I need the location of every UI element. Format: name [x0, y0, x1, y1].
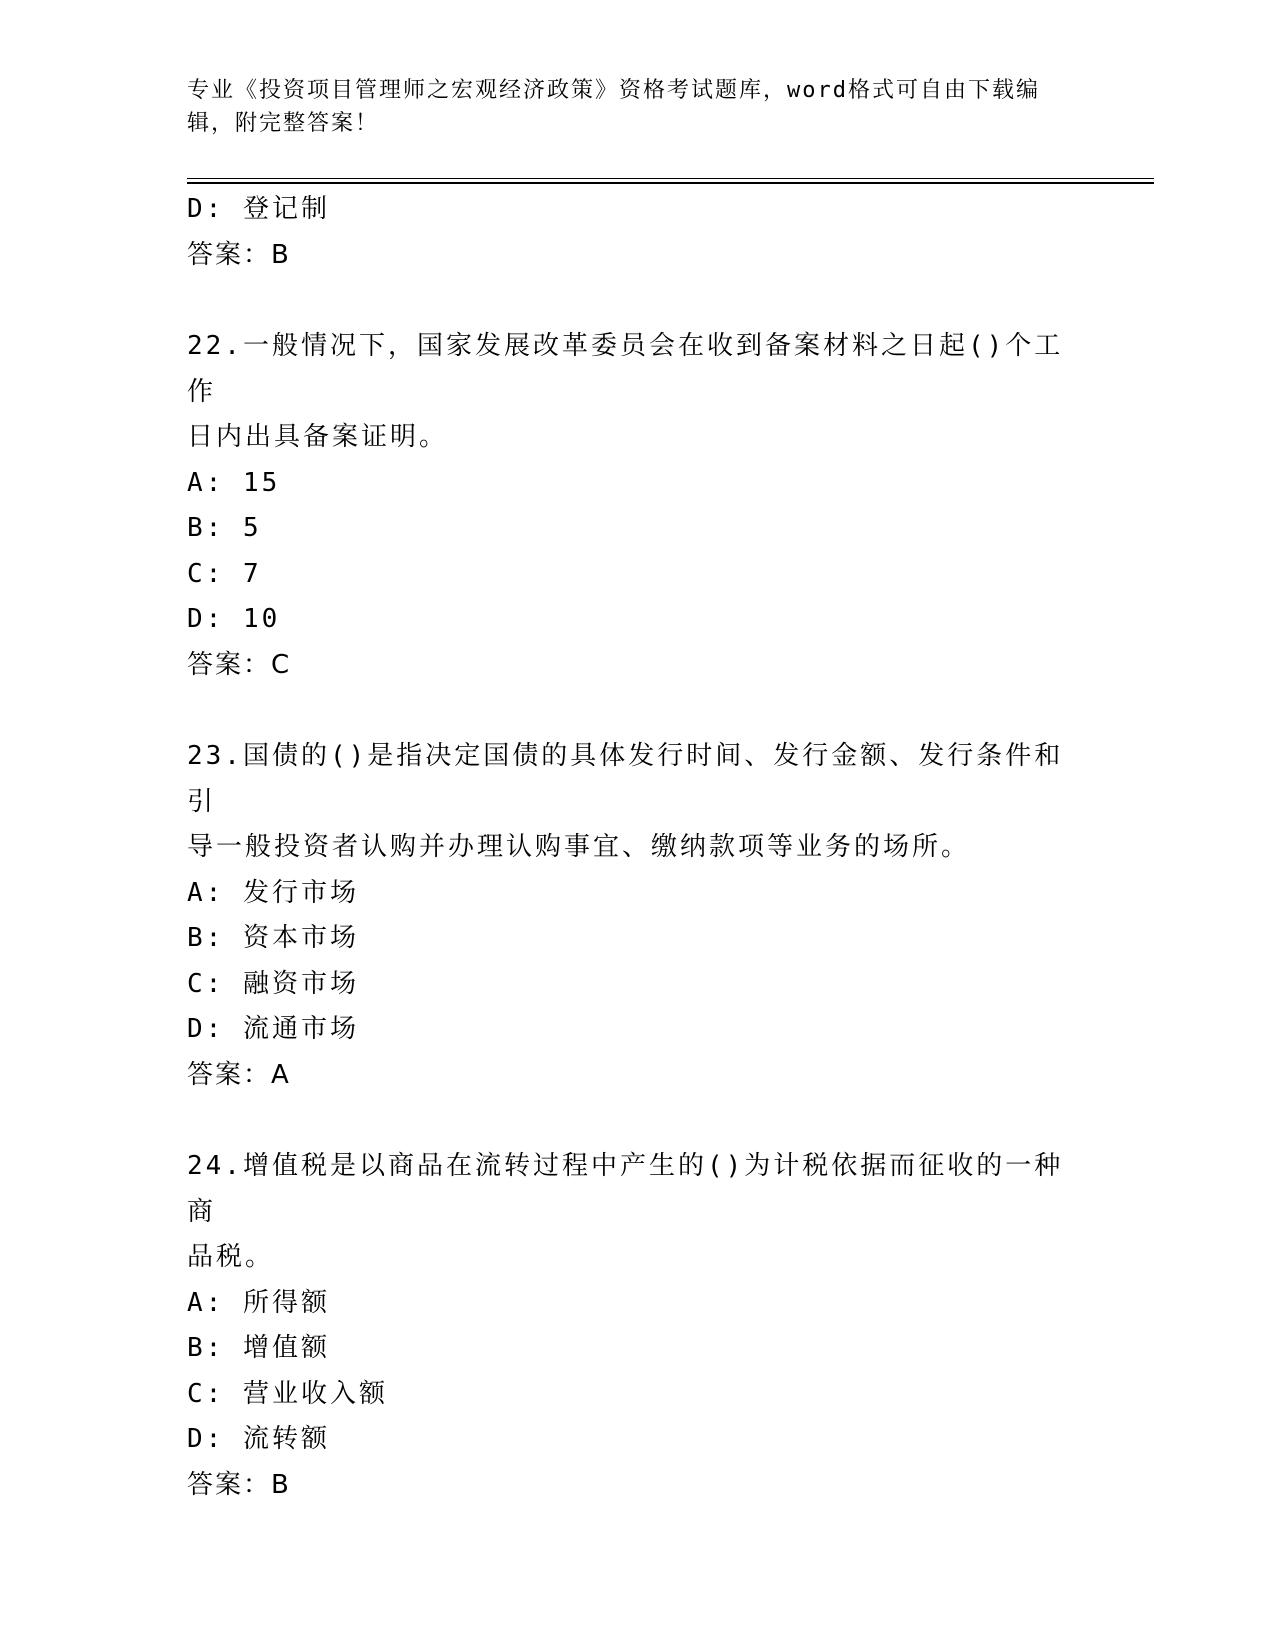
question-stem: 22.一般情况下，国家发展改革委员会在收到备案材料之日起()个工作 [187, 331, 1064, 407]
answer-line: 答案：B [187, 239, 291, 270]
option-c: C: 融资市场 [187, 968, 359, 999]
header-line-1: 专业《投资项目管理师之宏观经济政策》资格考试题库，word格式可自由下载编 [187, 78, 1040, 103]
option-a: A: 所得额 [187, 1287, 330, 1318]
option-a: A: 15 [187, 467, 281, 498]
option-d: D: 流转额 [187, 1424, 330, 1454]
answer-line: 答案：B [187, 1469, 291, 1500]
header-line-2: 辑，附完整答案！ [187, 111, 380, 136]
header-divider-thin [187, 178, 1154, 179]
question-content [187, 187, 1107, 1508]
option-c: C: 7 [187, 558, 262, 589]
answer-line: 答案：C [187, 649, 292, 680]
option-d: D: 流通市场 [187, 1014, 359, 1044]
question-stem: 24.增值税是以商品在流转过程中产生的()为计税依据而征收的一种商 [187, 1151, 1064, 1227]
question-stem: 导一般投资者认购并办理认购事宜、缴纳款项等业务的场所。 [187, 832, 971, 862]
question-stem: 品税。 [187, 1242, 275, 1272]
question-stem: 23.国债的()是指决定国债的具体发行时间、发行金额、发行条件和引 [187, 741, 1064, 817]
option-d: D: 登记制 [187, 194, 330, 224]
header-divider-thick [187, 182, 1154, 184]
question-stem: 日内出具备案证明。 [187, 422, 449, 452]
option-c: C: 营业收入额 [187, 1378, 388, 1409]
option-b: B: 资本市场 [187, 923, 359, 953]
question-24 [187, 1144, 1107, 1508]
option-b: B: 5 [187, 513, 262, 543]
option-d: D: 10 [187, 604, 281, 634]
question-22 [187, 324, 1107, 688]
page-header [187, 74, 1087, 140]
option-a: A: 发行市场 [187, 877, 359, 908]
answer-line: 答案：A [187, 1059, 291, 1090]
option-b: B: 增值额 [187, 1333, 330, 1363]
question-23 [187, 734, 1107, 1098]
